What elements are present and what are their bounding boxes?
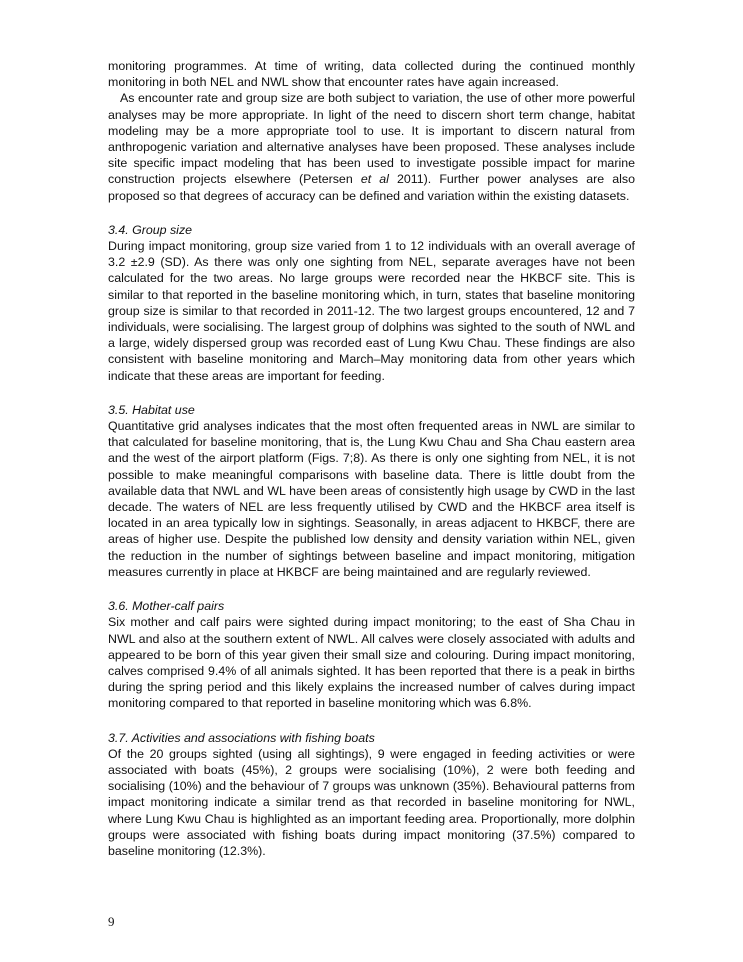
- section-body-mother-calf: Six mother and calf pairs were sighted during impact monitoring; to the east of Sha Chau in NWL and also at the southern extent of NWL. All calves were closely associated with adults and appeared to be born of this year given their small size and colouring. During impact monitoring, calves comprised 9.4% of all animals sighted. It has been reported that there is a peak in births during the spring period and this likely explains the increased number of calves during impact monitoring compared to that reported in baseline monitoring which was 6.8%.: [108, 615, 635, 711]
- section-body-habitat-use: Quantitative grid analyses indicates that the most often frequented areas in NWL are similar to that calculated for baseline monitoring, that is, the Lung Kwu Chau and Sha Chau eastern area and the west of the airport platform (Figs. 7;8). As there is only one sighting from NEL, it is not possible to make meaningful comparisons with baseline data. There is little doubt from the available data that NWL and WL have been areas of consistently high usage by CWD in the last decade. The waters of NEL are less frequently utilised by CWD and the HKBCF area itself is located in an area typically low in sightings. Seasonally, in areas adjacent to HKBCF, there are areas of higher use. Despite the published low density and density variation within NEL, given the reduction in the number of sightings between baseline and impact monitoring, mitigation measures currently in place at HKBCF are being maintained and are regularly reviewed.: [108, 419, 635, 579]
- section-heading-group-size: 3.4. Group size: [108, 222, 193, 237]
- document-page: [108, 58, 635, 859]
- citation-et-al: et al: [360, 172, 389, 187]
- section-body-activities: Of the 20 groups sighted (using all sightings), 9 were engaged in feeding activities or were associated with boats (45%), 2 groups were socialising (10%), 2 were both feeding and socialising (10%) and the behaviour of 7 groups was unknown (35%). Behavioural patterns from impact monitoring indicate a similar trend as that recorded in baseline monitoring for NWL, where Lung Kwu Chau is highlighted as an important feeding area. Proportionally, more dolphin groups were associated with fishing boats during impact monitoring (37.5%) compared to baseline monitoring (12.3%).: [108, 746, 635, 858]
- page-number: 9: [108, 914, 115, 929]
- analysis-paragraph: [108, 90, 635, 203]
- intro-paragraph: monitoring programmes. At time of writing, data collected during the continued monthly monitoring in both NEL and NWL show that encounter rates have again increased.: [108, 59, 635, 90]
- section-heading-habitat-use: 3.5. Habitat use: [108, 402, 195, 417]
- section-heading-activities: 3.7. Activities and associations with fishing boats: [108, 730, 375, 745]
- section-body-group-size: During impact monitoring, group size varied from 1 to 12 individuals with an overall average of 3.2 ±2.9 (SD). As there was only one sighting from NEL, separate averages have not been calculated for the two areas. No large groups were recorded near the HKBCF site. This is similar to that reported in the baseline monitoring which, in turn, states that baseline monitoring group size is similar to that recorded in 2011-12. The two largest groups encountered, 12 and 7 individuals, were socialising. The largest group of dolphins was sighted to the south of NWL and a large, widely dispersed group was recorded east of Lung Kwu Chau. These findings are also consistent with baseline monitoring and March–May monitoring data from other years which indicate that these areas are important for feeding.: [108, 239, 635, 383]
- analysis-text: As encounter rate and group size are both subject to variation, the use of other more powerful analyses may be more appropriate. In light of the need to discern short term change, habitat modeling may be a more appropriate tool to use. It is important to discern natural from anthropogenic variation and alternative analyses have been proposed. These analyses include site specific impact modeling that has been used to investigate possible impact for marine construction projects elsewhere (Petersen: [108, 91, 635, 187]
- section-heading-mother-calf: 3.6. Mother-calf pairs: [108, 599, 225, 614]
- analysis-text-tail: 2011). Further power analyses are also proposed so that degrees of accuracy can be defined and variation within the existing datasets.: [108, 172, 635, 203]
